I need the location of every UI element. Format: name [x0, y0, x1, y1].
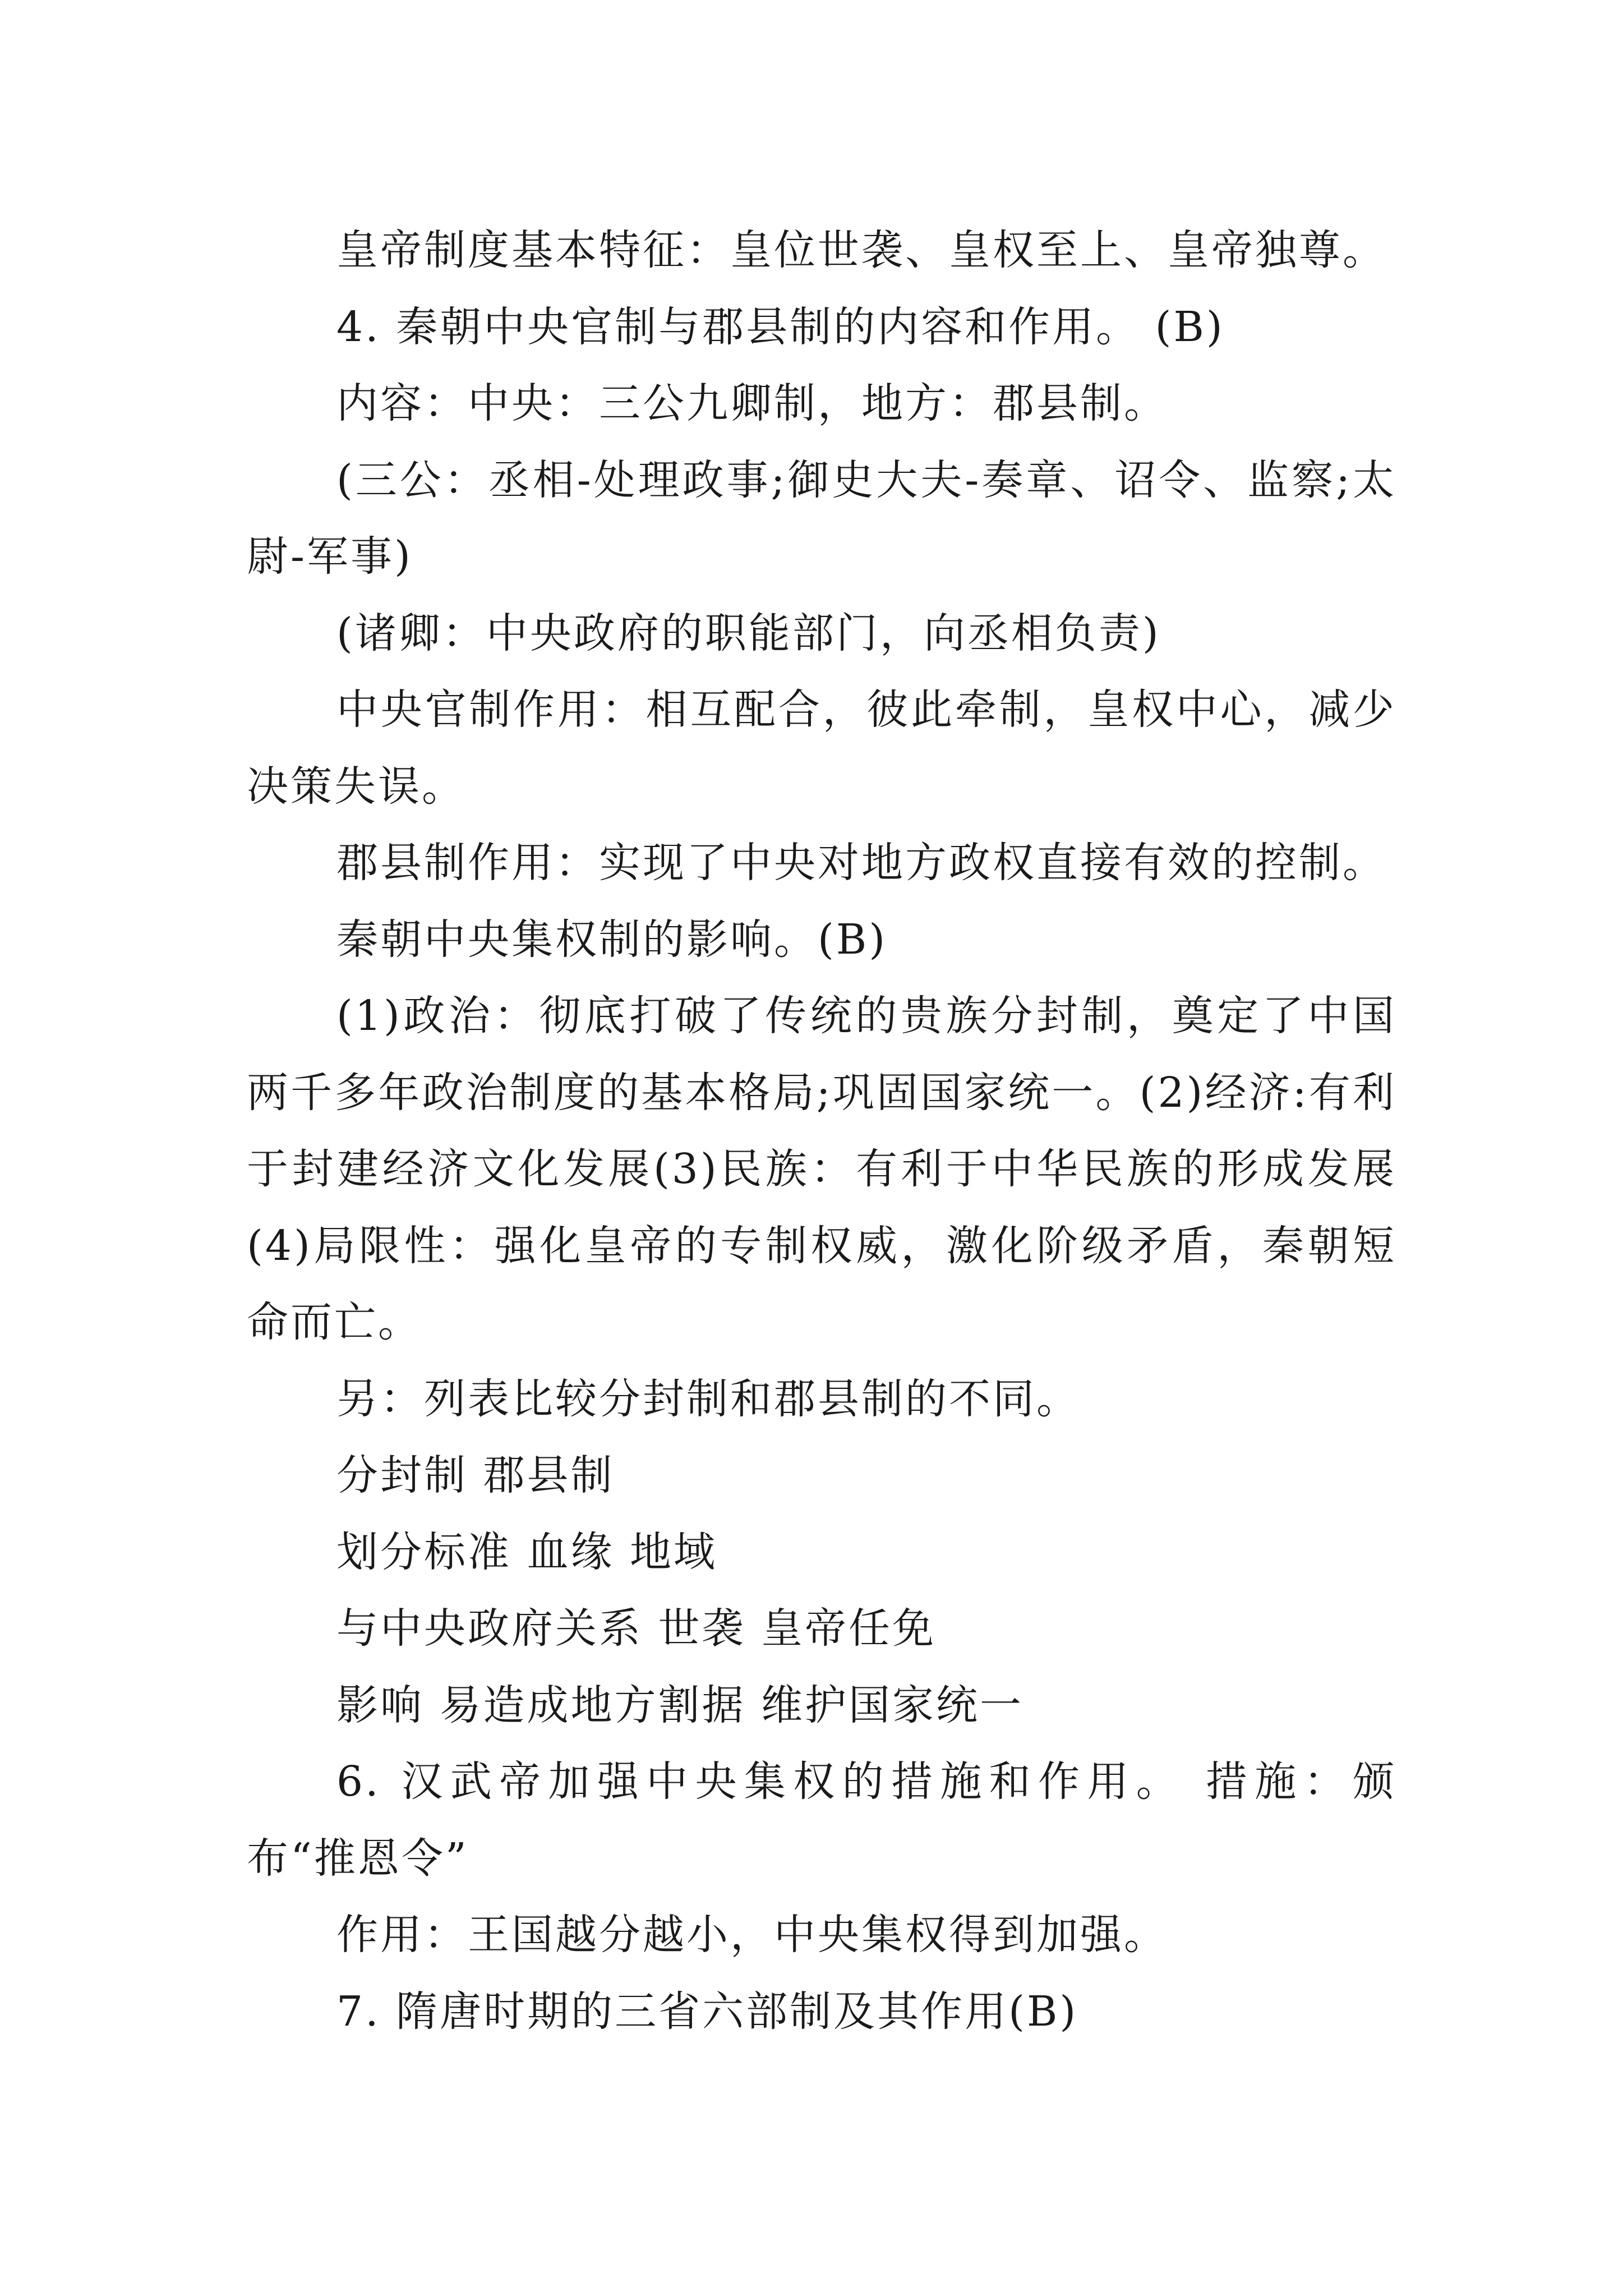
heading-han-wudi-measures: 6. 汉武帝加强中央集权的措施和作用。 措施：颁布“推恩令” — [247, 1757, 1396, 1883]
paragraph-emperor-system-features: 皇帝制度基本特征：皇位世袭、皇权至上、皇帝独尊。 — [336, 226, 1386, 274]
paragraph-three-dukes: (三公：丞相-处理政事;御史大夫-奏章、诏令、监察;太尉-军事) — [247, 455, 1396, 581]
comparison-row-standard: 划分标准 血缘 地域 — [336, 1527, 718, 1576]
paragraph-county-system-effect: 郡县制作用：实现了中央对地方政权直接有效的控制。 — [336, 839, 1386, 887]
paragraph-comparison-intro: 另：列表比较分封制和郡县制的不同。 — [336, 1374, 1080, 1423]
comparison-row-influence: 影响 易造成地方割据 维护国家统一 — [336, 1681, 1024, 1729]
paragraph-central-system-effect: 中央官制作用：相互配合，彼此牵制，皇权中心，减少决策失误。 — [247, 685, 1396, 811]
document-body — [247, 212, 1396, 2050]
paragraph-content: 内容：中央：三公九卿制，地方：郡县制。 — [336, 379, 1168, 427]
paragraph-nine-ministers: (诸卿：中央政府的职能部门，向丞相负责) — [336, 609, 1161, 657]
comparison-row-header: 分封制 郡县制 — [336, 1451, 615, 1499]
paragraph-han-wudi-effect: 作用：王国越分越小，中央集权得到加强。 — [336, 1911, 1168, 1959]
heading-qin-central-system: 4. 秦朝中央官制与郡县制的内容和作用。 (B) — [336, 302, 1225, 351]
paragraph-influence-details: (1)政治：彻底打破了传统的贵族分封制，奠定了中国两千多年政治制度的基本格局;巩固国家统一。(2)经济:有利于封建经济文化发展(3)民族：有利于中华民族的形成发展 (4)局限性：强化皇帝的专制权威，激化阶级矛盾，秦朝短命而亡。 — [247, 992, 1396, 1346]
heading-sui-tang-system: 7. 隋唐时期的三省六部制及其作用(B) — [336, 1987, 1078, 2036]
comparison-row-relation: 与中央政府关系 世袭 皇帝任免 — [336, 1604, 937, 1653]
heading-qin-influence: 秦朝中央集权制的影响。(B) — [336, 915, 888, 964]
